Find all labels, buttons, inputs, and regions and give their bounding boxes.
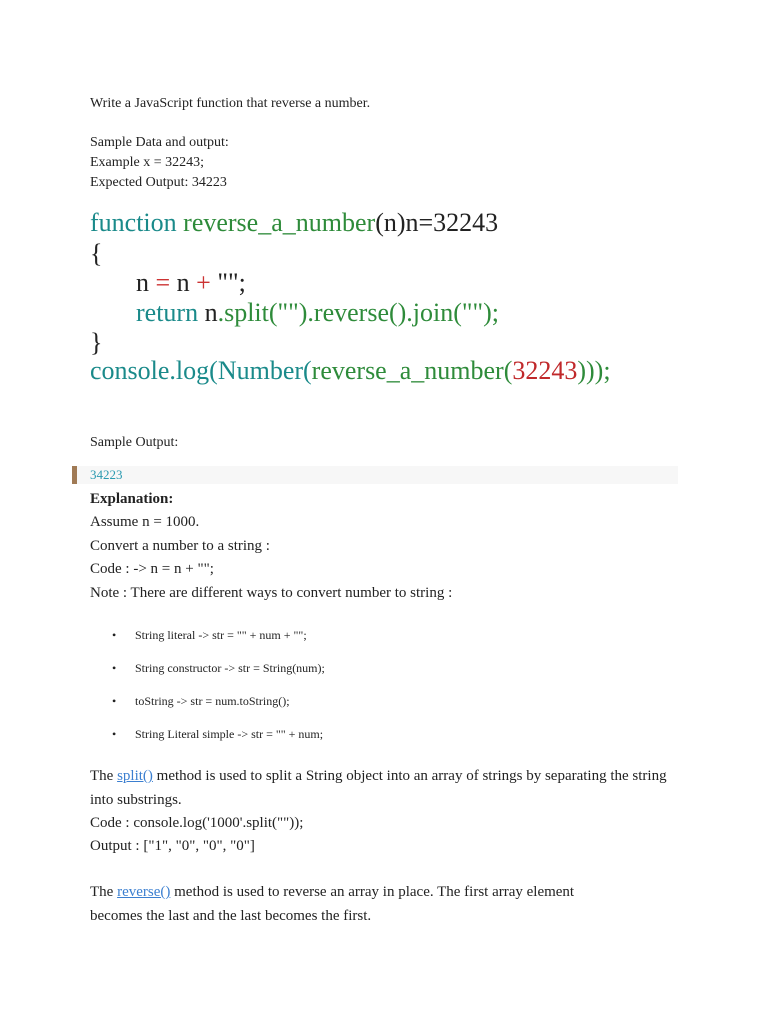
code-console: console.log( — [90, 356, 218, 385]
convert-line: Convert a number to a string : — [90, 538, 270, 554]
code-convert-line: Code : -> n = n + ""; — [90, 561, 214, 577]
code-line-3 — [136, 268, 246, 298]
code-string: ""; — [217, 268, 246, 297]
explanation-title: Explanation: — [90, 491, 174, 507]
bullet-icon: • — [112, 727, 117, 741]
sample-output-value: 34223 — [90, 467, 123, 482]
code-function-name: reverse_a_number — [183, 208, 376, 237]
split-paragraph: The split() method is used to split a String object into an array of strings by separating the string into substrings. — [90, 768, 667, 808]
code-params: (n)n=32243 — [375, 208, 499, 237]
code-literal: 32243 — [512, 356, 578, 385]
expected-line: Expected Output: 34223 — [90, 175, 227, 190]
assume-line: Assume n = 1000. — [90, 514, 200, 530]
sample-heading: Sample Data and output: — [90, 135, 229, 150]
sample-output-label: Sample Output: — [90, 435, 179, 450]
bullet-icon: • — [112, 628, 117, 642]
code-var: n — [198, 298, 218, 327]
output-marker — [72, 466, 77, 484]
code-close: ))); — [577, 356, 611, 385]
sample-output-block — [72, 466, 678, 484]
split-code-line: Code : console.log('1000'.split("")); — [90, 815, 304, 831]
code-op: = — [149, 268, 177, 297]
code-var: n — [176, 268, 190, 297]
split-output-line: Output : ["1", "0", "0", "0"] — [90, 838, 255, 854]
code-keyword: return — [136, 298, 199, 327]
split-link[interactable]: split() — [117, 768, 153, 784]
code-method-chain: .split("").reverse().join(""); — [217, 298, 500, 327]
note-line: Note : There are different ways to convert number to string : — [90, 585, 453, 601]
code-line-2: { — [90, 239, 103, 268]
code-op: + — [189, 268, 218, 297]
example-line: Example x = 32243; — [90, 155, 205, 170]
code-number: Number( — [217, 356, 312, 385]
code-call: reverse_a_number( — [311, 356, 513, 385]
task-line: Write a JavaScript function that reverse a number. — [90, 96, 371, 111]
code-line-5: } — [90, 328, 103, 357]
bullet-icon: • — [112, 694, 117, 708]
bullet-icon: • — [112, 661, 117, 675]
code-line-4 — [136, 298, 499, 328]
code-keyword: function — [90, 208, 177, 237]
reverse-paragraph: The reverse() method is used to reverse an array in place. The first array element becomes the last and the last becomes the first. — [90, 884, 575, 924]
code-line-1 — [90, 208, 498, 238]
code-line-6 — [90, 356, 611, 386]
code-var: n — [136, 268, 149, 297]
reverse-link[interactable]: reverse() — [117, 884, 171, 900]
